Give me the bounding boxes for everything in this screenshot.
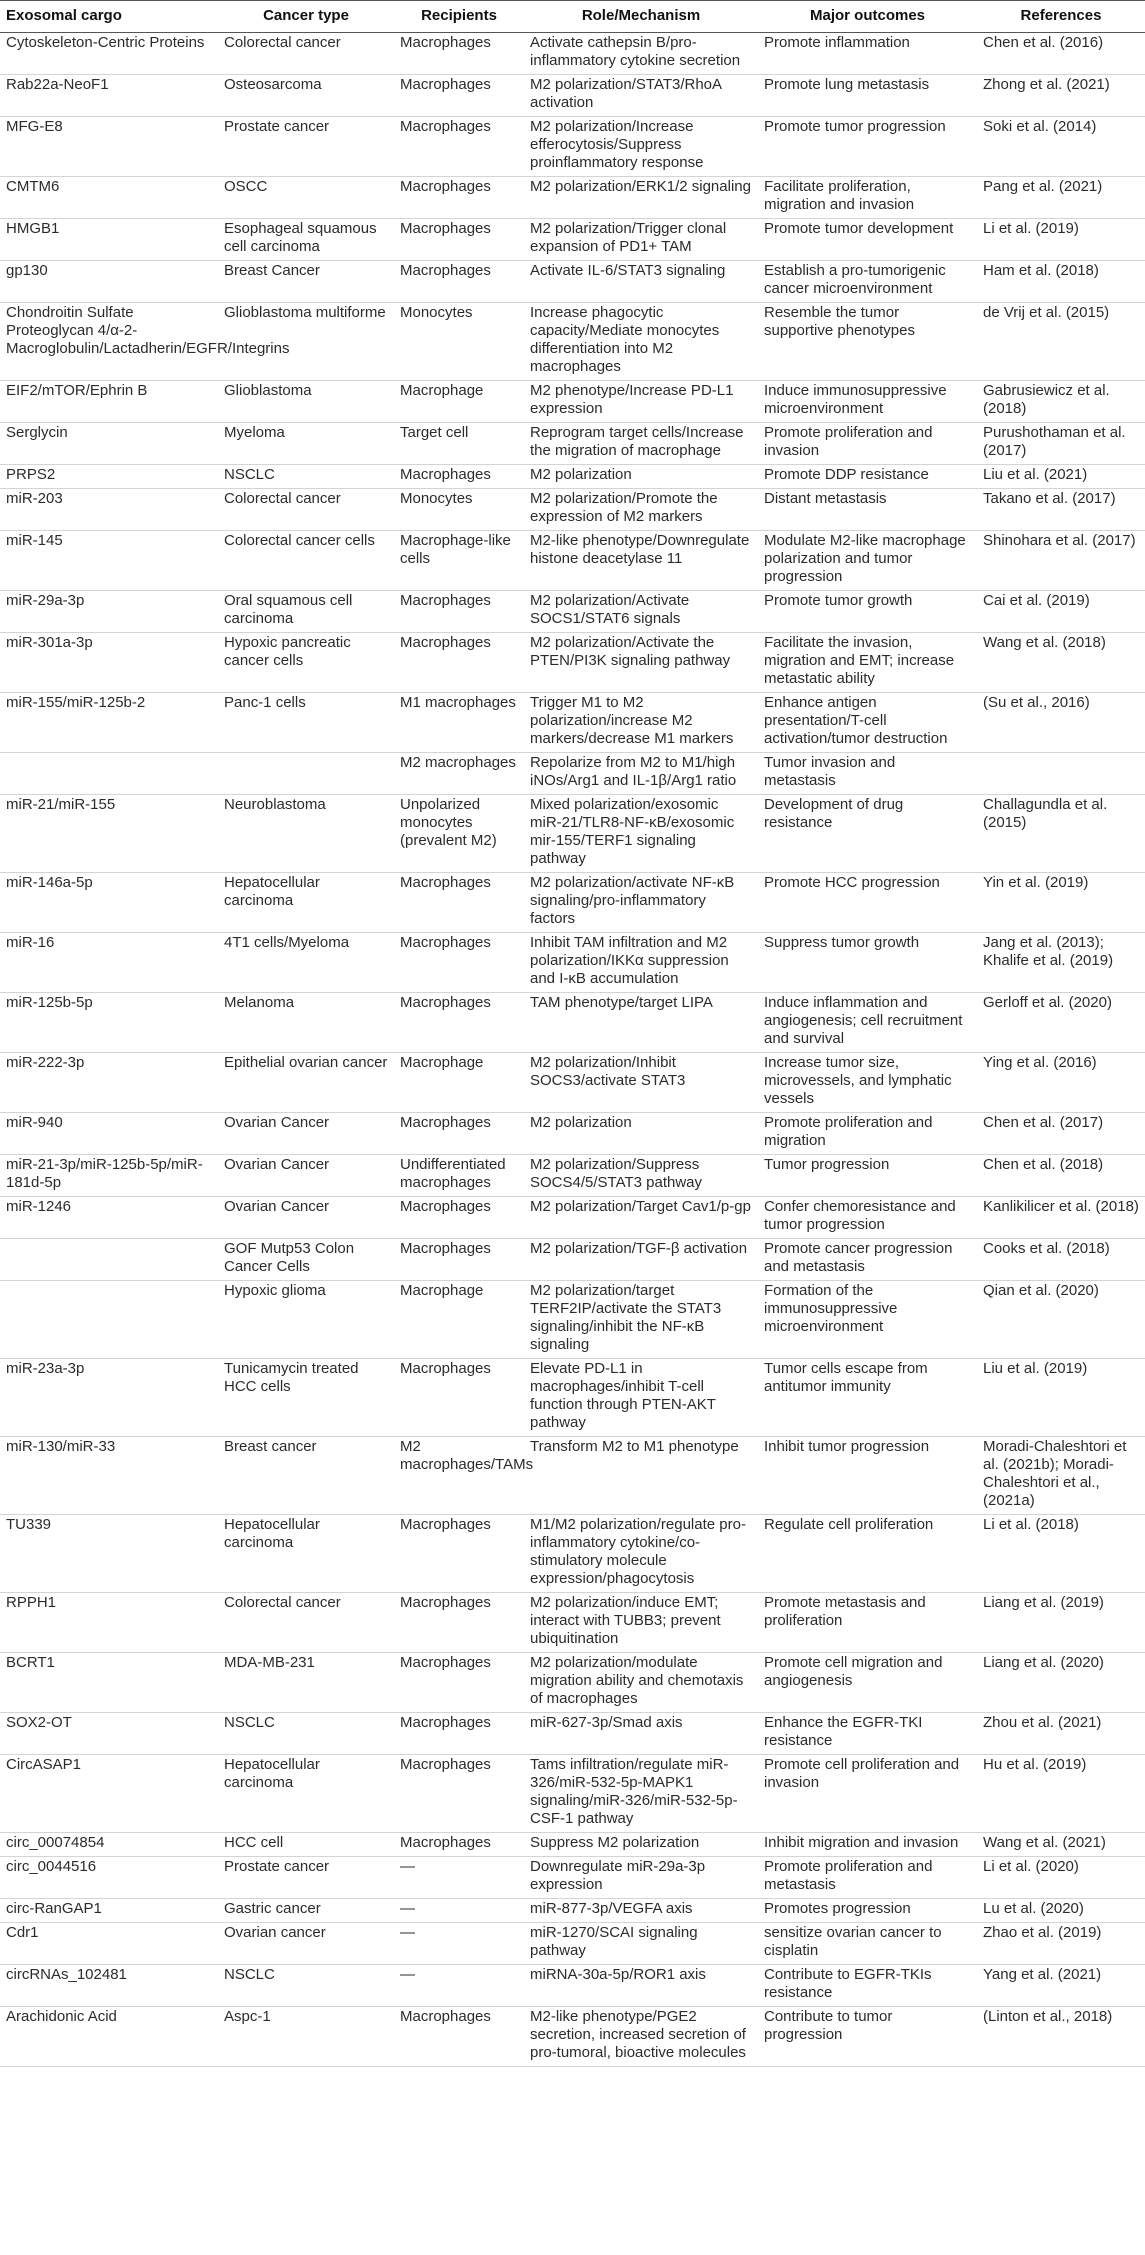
cancer-type-cell: Prostate cancer bbox=[218, 1857, 394, 1899]
cancer-type-cell: Colorectal cancer bbox=[218, 489, 394, 531]
cargo-cell: Cytoskeleton-Centric Proteins bbox=[0, 33, 218, 75]
table-row bbox=[0, 465, 1145, 489]
reference-cell: Jang et al. (2013); Khalife et al. (2019) bbox=[977, 933, 1145, 993]
recipients-cell: Target cell bbox=[394, 423, 524, 465]
recipients-cell: M1 macrophages bbox=[394, 693, 524, 753]
reference-cell: Chen et al. (2018) bbox=[977, 1155, 1145, 1197]
reference-cell: Liu et al. (2021) bbox=[977, 465, 1145, 489]
table-row bbox=[0, 75, 1145, 117]
mechanism-cell: M2 polarization/target TERF2IP/activate the STAT3 signaling/inhibit the NF-κB signaling bbox=[524, 1281, 758, 1359]
mechanism-cell: M2 polarization/ERK1/2 signaling bbox=[524, 177, 758, 219]
table-row bbox=[0, 1713, 1145, 1755]
table-row bbox=[0, 381, 1145, 423]
mechanism-cell: M2 polarization/activate NF-κB signaling/pro-inflammatory factors bbox=[524, 873, 758, 933]
recipients-cell: Macrophages bbox=[394, 177, 524, 219]
cargo-cell: PRPS2 bbox=[0, 465, 218, 489]
reference-cell: Chen et al. (2017) bbox=[977, 1113, 1145, 1155]
reference-cell: Yang et al. (2021) bbox=[977, 1965, 1145, 2007]
mechanism-cell: M2 polarization/Trigger clonal expansion of PD1+ TAM bbox=[524, 219, 758, 261]
cargo-cell: miR-29a-3p bbox=[0, 591, 218, 633]
outcome-cell: Facilitate the invasion, migration and EMT; increase metastatic ability bbox=[758, 633, 977, 693]
mechanism-cell: M2 polarization/Inhibit SOCS3/activate STAT3 bbox=[524, 1053, 758, 1113]
table-row bbox=[0, 489, 1145, 531]
cargo-cell: Serglycin bbox=[0, 423, 218, 465]
cancer-type-cell: Neuroblastoma bbox=[218, 795, 394, 873]
outcome-cell: Resemble the tumor supportive phenotypes bbox=[758, 303, 977, 381]
header-exosomal-cargo: Exosomal cargo bbox=[0, 1, 218, 33]
mechanism-cell: M1/M2 polarization/regulate pro-inflammatory cytokine/co-stimulatory molecule expression/phagocytosis bbox=[524, 1515, 758, 1593]
cancer-type-cell: Ovarian Cancer bbox=[218, 1155, 394, 1197]
reference-cell: Qian et al. (2020) bbox=[977, 1281, 1145, 1359]
cancer-type-cell: Ovarian Cancer bbox=[218, 1113, 394, 1155]
cargo-cell bbox=[0, 1239, 218, 1281]
cancer-type-cell: Glioblastoma multiforme bbox=[218, 303, 394, 381]
recipients-cell: — bbox=[394, 1857, 524, 1899]
table-row bbox=[0, 1965, 1145, 2007]
cancer-type-cell: Hepatocellular carcinoma bbox=[218, 873, 394, 933]
reference-cell: Li et al. (2020) bbox=[977, 1857, 1145, 1899]
table-row bbox=[0, 423, 1145, 465]
outcome-cell: Promote tumor growth bbox=[758, 591, 977, 633]
cancer-type-cell: Epithelial ovarian cancer bbox=[218, 1053, 394, 1113]
mechanism-cell: M2 polarization/Activate the PTEN/PI3K signaling pathway bbox=[524, 633, 758, 693]
recipients-cell: Macrophages bbox=[394, 219, 524, 261]
cancer-type-cell: NSCLC bbox=[218, 1713, 394, 1755]
cargo-cell: miR-145 bbox=[0, 531, 218, 591]
reference-cell: Shinohara et al. (2017) bbox=[977, 531, 1145, 591]
reference-cell: de Vrij et al. (2015) bbox=[977, 303, 1145, 381]
table-row bbox=[0, 303, 1145, 381]
recipients-cell: Macrophages bbox=[394, 591, 524, 633]
reference-cell: Cooks et al. (2018) bbox=[977, 1239, 1145, 1281]
table-row bbox=[0, 1155, 1145, 1197]
table-row bbox=[0, 1437, 1145, 1515]
mechanism-cell: Downregulate miR-29a-3p expression bbox=[524, 1857, 758, 1899]
mechanism-cell: Elevate PD-L1 in macrophages/inhibit T-cell function through PTEN-AKT pathway bbox=[524, 1359, 758, 1437]
cancer-type-cell: HCC cell bbox=[218, 1833, 394, 1857]
mechanism-cell: M2 phenotype/Increase PD-L1 expression bbox=[524, 381, 758, 423]
table-row bbox=[0, 261, 1145, 303]
table-row bbox=[0, 1113, 1145, 1155]
header-references: References bbox=[977, 1, 1145, 33]
cancer-type-cell: 4T1 cells/Myeloma bbox=[218, 933, 394, 993]
outcome-cell: Regulate cell proliferation bbox=[758, 1515, 977, 1593]
cancer-type-cell: Aspc-1 bbox=[218, 2007, 394, 2067]
cargo-cell: circ_00074854 bbox=[0, 1833, 218, 1857]
recipients-cell: Macrophages bbox=[394, 117, 524, 177]
cargo-cell: CircASAP1 bbox=[0, 1755, 218, 1833]
reference-cell: Zhong et al. (2021) bbox=[977, 75, 1145, 117]
outcome-cell: Promote proliferation and migration bbox=[758, 1113, 977, 1155]
cargo-cell: SOX2-OT bbox=[0, 1713, 218, 1755]
table-row bbox=[0, 1053, 1145, 1113]
cargo-cell: miR-222-3p bbox=[0, 1053, 218, 1113]
cancer-type-cell: Glioblastoma bbox=[218, 381, 394, 423]
outcome-cell: Contribute to EGFR-TKIs resistance bbox=[758, 1965, 977, 2007]
table-row bbox=[0, 1857, 1145, 1899]
cargo-cell: BCRT1 bbox=[0, 1653, 218, 1713]
cargo-cell: miR-16 bbox=[0, 933, 218, 993]
outcome-cell: Development of drug resistance bbox=[758, 795, 977, 873]
mechanism-cell: Inhibit TAM infiltration and M2 polarization/IKKα suppression and I-κB accumulation bbox=[524, 933, 758, 993]
cargo-cell: Chondroitin Sulfate Proteoglycan 4/α-2-Macroglobulin/Lactadherin/EGFR/Integrins bbox=[0, 303, 218, 381]
table-row bbox=[0, 1593, 1145, 1653]
mechanism-cell: Suppress M2 polarization bbox=[524, 1833, 758, 1857]
recipients-cell: Macrophage bbox=[394, 1053, 524, 1113]
reference-cell: Yin et al. (2019) bbox=[977, 873, 1145, 933]
cargo-cell: HMGB1 bbox=[0, 219, 218, 261]
cancer-type-cell: NSCLC bbox=[218, 465, 394, 489]
outcome-cell: Facilitate proliferation, migration and invasion bbox=[758, 177, 977, 219]
cancer-type-cell: MDA-MB-231 bbox=[218, 1653, 394, 1713]
recipients-cell: Monocytes bbox=[394, 489, 524, 531]
mechanism-cell: M2 polarization/TGF-β activation bbox=[524, 1239, 758, 1281]
outcome-cell: Tumor invasion and metastasis bbox=[758, 753, 977, 795]
cargo-cell: miR-155/miR-125b-2 bbox=[0, 693, 218, 753]
table-row bbox=[0, 1833, 1145, 1857]
cargo-cell: miR-23a-3p bbox=[0, 1359, 218, 1437]
table-row bbox=[0, 2007, 1145, 2067]
mechanism-cell: M2 polarization bbox=[524, 465, 758, 489]
reference-cell: Zhao et al. (2019) bbox=[977, 1923, 1145, 1965]
outcome-cell: Contribute to tumor progression bbox=[758, 2007, 977, 2067]
recipients-cell: Macrophages bbox=[394, 1515, 524, 1593]
outcome-cell: Tumor progression bbox=[758, 1155, 977, 1197]
table-row bbox=[0, 1197, 1145, 1239]
cancer-type-cell: Myeloma bbox=[218, 423, 394, 465]
outcome-cell: Promote metastasis and proliferation bbox=[758, 1593, 977, 1653]
recipients-cell: Undifferentiated macrophages bbox=[394, 1155, 524, 1197]
table-row bbox=[0, 531, 1145, 591]
outcome-cell: sensitize ovarian cancer to cisplatin bbox=[758, 1923, 977, 1965]
cargo-cell: miR-130/miR-33 bbox=[0, 1437, 218, 1515]
recipients-cell: — bbox=[394, 1899, 524, 1923]
cargo-cell: MFG-E8 bbox=[0, 117, 218, 177]
cancer-type-cell: Prostate cancer bbox=[218, 117, 394, 177]
outcome-cell: Tumor cells escape from antitumor immunity bbox=[758, 1359, 977, 1437]
mechanism-cell: Repolarize from M2 to M1/high iNOs/Arg1 and IL-1β/Arg1 ratio bbox=[524, 753, 758, 795]
reference-cell: Moradi-Chaleshtori et al. (2021b); Moradi-Chaleshtori et al., (2021a) bbox=[977, 1437, 1145, 1515]
outcome-cell: Inhibit tumor progression bbox=[758, 1437, 977, 1515]
reference-cell: Ying et al. (2016) bbox=[977, 1053, 1145, 1113]
recipients-cell: Macrophages bbox=[394, 1653, 524, 1713]
table-row bbox=[0, 117, 1145, 177]
recipients-cell: Macrophages bbox=[394, 993, 524, 1053]
reference-cell: (Su et al., 2016) bbox=[977, 693, 1145, 753]
outcome-cell: Inhibit migration and invasion bbox=[758, 1833, 977, 1857]
header-major-outcomes: Major outcomes bbox=[758, 1, 977, 33]
reference-cell: Zhou et al. (2021) bbox=[977, 1713, 1145, 1755]
cancer-type-cell: Gastric cancer bbox=[218, 1899, 394, 1923]
recipients-cell: Macrophage bbox=[394, 1281, 524, 1359]
reference-cell: Liang et al. (2020) bbox=[977, 1653, 1145, 1713]
header-recipients: Recipients bbox=[394, 1, 524, 33]
mechanism-cell: M2 polarization bbox=[524, 1113, 758, 1155]
table-body bbox=[0, 33, 1145, 2067]
recipients-cell: — bbox=[394, 1965, 524, 2007]
cancer-type-cell: Hypoxic pancreatic cancer cells bbox=[218, 633, 394, 693]
recipients-cell: Macrophages bbox=[394, 1239, 524, 1281]
reference-cell: Kanlikilicer et al. (2018) bbox=[977, 1197, 1145, 1239]
mechanism-cell: M2 polarization/induce EMT; interact with TUBB3; prevent ubiquitination bbox=[524, 1593, 758, 1653]
table-row bbox=[0, 693, 1145, 753]
cancer-type-cell: Breast Cancer bbox=[218, 261, 394, 303]
mechanism-cell: M2-like phenotype/Downregulate histone deacetylase 11 bbox=[524, 531, 758, 591]
recipients-cell: Macrophages bbox=[394, 33, 524, 75]
reference-cell: Hu et al. (2019) bbox=[977, 1755, 1145, 1833]
cancer-type-cell: Breast cancer bbox=[218, 1437, 394, 1515]
reference-cell: Takano et al. (2017) bbox=[977, 489, 1145, 531]
mechanism-cell: M2 polarization/Promote the expression of M2 markers bbox=[524, 489, 758, 531]
mechanism-cell: M2 polarization/Suppress SOCS4/5/STAT3 pathway bbox=[524, 1155, 758, 1197]
cargo-cell: miR-125b-5p bbox=[0, 993, 218, 1053]
mechanism-cell: TAM phenotype/target LIPA bbox=[524, 993, 758, 1053]
table-row bbox=[0, 1653, 1145, 1713]
recipients-cell: Macrophages bbox=[394, 1833, 524, 1857]
recipients-cell: M2 macrophages bbox=[394, 753, 524, 795]
outcome-cell: Promote proliferation and metastasis bbox=[758, 1857, 977, 1899]
table-row bbox=[0, 1515, 1145, 1593]
reference-cell: Wang et al. (2018) bbox=[977, 633, 1145, 693]
cancer-type-cell: Panc-1 cells bbox=[218, 693, 394, 753]
cargo-cell: CMTM6 bbox=[0, 177, 218, 219]
recipients-cell: — bbox=[394, 1923, 524, 1965]
cancer-type-cell: Colorectal cancer bbox=[218, 1593, 394, 1653]
table-row bbox=[0, 873, 1145, 933]
cargo-cell bbox=[0, 753, 218, 795]
recipients-cell: Macrophages bbox=[394, 261, 524, 303]
outcome-cell: Promote tumor development bbox=[758, 219, 977, 261]
cancer-type-cell: Hepatocellular carcinoma bbox=[218, 1755, 394, 1833]
cargo-cell: circRNAs_102481 bbox=[0, 1965, 218, 2007]
reference-cell: Gerloff et al. (2020) bbox=[977, 993, 1145, 1053]
outcome-cell: Promote HCC progression bbox=[758, 873, 977, 933]
reference-cell bbox=[977, 753, 1145, 795]
reference-cell: Chen et al. (2016) bbox=[977, 33, 1145, 75]
recipients-cell: Macrophages bbox=[394, 1113, 524, 1155]
cargo-cell: miR-301a-3p bbox=[0, 633, 218, 693]
mechanism-cell: Activate IL-6/STAT3 signaling bbox=[524, 261, 758, 303]
recipients-cell: Macrophages bbox=[394, 2007, 524, 2067]
recipients-cell: Macrophages bbox=[394, 1713, 524, 1755]
cancer-type-cell: GOF Mutp53 Colon Cancer Cells bbox=[218, 1239, 394, 1281]
cargo-cell: miR-21/miR-155 bbox=[0, 795, 218, 873]
outcome-cell: Induce immunosuppressive microenvironment bbox=[758, 381, 977, 423]
cancer-type-cell: Ovarian Cancer bbox=[218, 1197, 394, 1239]
cancer-type-cell bbox=[218, 753, 394, 795]
outcome-cell: Promote cancer progression and metastasis bbox=[758, 1239, 977, 1281]
outcome-cell: Formation of the immunosuppressive microenvironment bbox=[758, 1281, 977, 1359]
header-cancer-type: Cancer type bbox=[218, 1, 394, 33]
outcome-cell: Suppress tumor growth bbox=[758, 933, 977, 993]
cargo-cell: miR-940 bbox=[0, 1113, 218, 1155]
cancer-type-cell: Osteosarcoma bbox=[218, 75, 394, 117]
reference-cell: Lu et al. (2020) bbox=[977, 1899, 1145, 1923]
cargo-cell: circ_0044516 bbox=[0, 1857, 218, 1899]
cancer-type-cell: NSCLC bbox=[218, 1965, 394, 2007]
recipients-cell: Monocytes bbox=[394, 303, 524, 381]
outcome-cell: Promote lung metastasis bbox=[758, 75, 977, 117]
reference-cell: Soki et al. (2014) bbox=[977, 117, 1145, 177]
mechanism-cell: Reprogram target cells/Increase the migration of macrophage bbox=[524, 423, 758, 465]
cargo-cell bbox=[0, 1281, 218, 1359]
cancer-type-cell: Colorectal cancer bbox=[218, 33, 394, 75]
cargo-cell: miR-203 bbox=[0, 489, 218, 531]
cargo-cell: miR-146a-5p bbox=[0, 873, 218, 933]
recipients-cell: Macrophages bbox=[394, 1755, 524, 1833]
recipients-cell: Macrophages bbox=[394, 1197, 524, 1239]
cargo-cell: Rab22a-NeoF1 bbox=[0, 75, 218, 117]
reference-cell: Purushothaman et al. (2017) bbox=[977, 423, 1145, 465]
recipients-cell: Macrophages bbox=[394, 933, 524, 993]
cargo-cell: Arachidonic Acid bbox=[0, 2007, 218, 2067]
mechanism-cell: M2 polarization/STAT3/RhoA activation bbox=[524, 75, 758, 117]
table-row bbox=[0, 993, 1145, 1053]
table-row bbox=[0, 633, 1145, 693]
table-row bbox=[0, 1281, 1145, 1359]
recipients-cell: Macrophage-like cells bbox=[394, 531, 524, 591]
table-row bbox=[0, 1359, 1145, 1437]
mechanism-cell: M2 polarization/Target Cav1/p-gp bbox=[524, 1197, 758, 1239]
table-row bbox=[0, 33, 1145, 75]
table-row bbox=[0, 753, 1145, 795]
mechanism-cell: Increase phagocytic capacity/Mediate monocytes differentiation into M2 macrophages bbox=[524, 303, 758, 381]
reference-cell: Cai et al. (2019) bbox=[977, 591, 1145, 633]
recipients-cell: Macrophages bbox=[394, 75, 524, 117]
cancer-type-cell: Colorectal cancer cells bbox=[218, 531, 394, 591]
table-row bbox=[0, 1923, 1145, 1965]
mechanism-cell: miR-627-3p/Smad axis bbox=[524, 1713, 758, 1755]
mechanism-cell: Mixed polarization/exosomic miR-21/TLR8-NF-κB/exosomic mir-155/TERF1 signaling pathway bbox=[524, 795, 758, 873]
outcome-cell: Enhance antigen presentation/T-cell activation/tumor destruction bbox=[758, 693, 977, 753]
table-header-row bbox=[0, 1, 1145, 33]
cargo-cell: miR-1246 bbox=[0, 1197, 218, 1239]
table-row bbox=[0, 933, 1145, 993]
cancer-type-cell: Esophageal squamous cell carcinoma bbox=[218, 219, 394, 261]
mechanism-cell: miR-1270/SCAI signaling pathway bbox=[524, 1923, 758, 1965]
table-row bbox=[0, 219, 1145, 261]
table-row bbox=[0, 1899, 1145, 1923]
table-row bbox=[0, 1755, 1145, 1833]
mechanism-cell: Activate cathepsin B/pro-inflammatory cytokine secretion bbox=[524, 33, 758, 75]
outcome-cell: Promote cell migration and angiogenesis bbox=[758, 1653, 977, 1713]
mechanism-cell: Transform M2 to M1 phenotype bbox=[524, 1437, 758, 1515]
reference-cell: Wang et al. (2021) bbox=[977, 1833, 1145, 1857]
outcome-cell: Distant metastasis bbox=[758, 489, 977, 531]
outcome-cell: Promote cell proliferation and invasion bbox=[758, 1755, 977, 1833]
cancer-type-cell: Hypoxic glioma bbox=[218, 1281, 394, 1359]
recipients-cell: Unpolarized monocytes (prevalent M2) bbox=[394, 795, 524, 873]
cancer-type-cell: Ovarian cancer bbox=[218, 1923, 394, 1965]
reference-cell: Li et al. (2019) bbox=[977, 219, 1145, 261]
recipients-cell: M2 macrophages/TAMs bbox=[394, 1437, 524, 1515]
outcome-cell: Promote tumor progression bbox=[758, 117, 977, 177]
recipients-cell: Macrophages bbox=[394, 1593, 524, 1653]
outcome-cell: Promote inflammation bbox=[758, 33, 977, 75]
mechanism-cell: M2-like phenotype/PGE2 secretion, increased secretion of pro-tumoral, bioactive molecules bbox=[524, 2007, 758, 2067]
reference-cell: Ham et al. (2018) bbox=[977, 261, 1145, 303]
mechanism-cell: M2 polarization/modulate migration ability and chemotaxis of macrophages bbox=[524, 1653, 758, 1713]
outcome-cell: Induce inflammation and angiogenesis; cell recruitment and survival bbox=[758, 993, 977, 1053]
mechanism-cell: Tams infiltration/regulate miR-326/miR-532-5p-MAPK1 signaling/miR-326/miR-532-5p-CSF-1 pathway bbox=[524, 1755, 758, 1833]
mechanism-cell: M2 polarization/Activate SOCS1/STAT6 signals bbox=[524, 591, 758, 633]
cargo-cell: Cdr1 bbox=[0, 1923, 218, 1965]
recipients-cell: Macrophages bbox=[394, 1359, 524, 1437]
recipients-cell: Macrophages bbox=[394, 873, 524, 933]
reference-cell: Liang et al. (2019) bbox=[977, 1593, 1145, 1653]
reference-cell: Pang et al. (2021) bbox=[977, 177, 1145, 219]
cancer-type-cell: Melanoma bbox=[218, 993, 394, 1053]
cancer-type-cell: Oral squamous cell carcinoma bbox=[218, 591, 394, 633]
outcome-cell: Promote proliferation and invasion bbox=[758, 423, 977, 465]
recipients-cell: Macrophages bbox=[394, 633, 524, 693]
outcome-cell: Increase tumor size, microvessels, and lymphatic vessels bbox=[758, 1053, 977, 1113]
reference-cell: Liu et al. (2019) bbox=[977, 1359, 1145, 1437]
outcome-cell: Promote DDP resistance bbox=[758, 465, 977, 489]
recipients-cell: Macrophage bbox=[394, 381, 524, 423]
cargo-cell: EIF2/mTOR/Ephrin B bbox=[0, 381, 218, 423]
recipients-cell: Macrophages bbox=[394, 465, 524, 489]
cancer-type-cell: Hepatocellular carcinoma bbox=[218, 1515, 394, 1593]
table-row bbox=[0, 1239, 1145, 1281]
table-row bbox=[0, 591, 1145, 633]
reference-cell: Li et al. (2018) bbox=[977, 1515, 1145, 1593]
cargo-cell: TU339 bbox=[0, 1515, 218, 1593]
cargo-cell: RPPH1 bbox=[0, 1593, 218, 1653]
header-role-mechanism: Role/Mechanism bbox=[524, 1, 758, 33]
cargo-cell: circ-RanGAP1 bbox=[0, 1899, 218, 1923]
outcome-cell: Enhance the EGFR-TKI resistance bbox=[758, 1713, 977, 1755]
table-row bbox=[0, 177, 1145, 219]
mechanism-cell: Trigger M1 to M2 polarization/increase M2 markers/decrease M1 markers bbox=[524, 693, 758, 753]
outcome-cell: Establish a pro-tumorigenic cancer microenvironment bbox=[758, 261, 977, 303]
cargo-cell: gp130 bbox=[0, 261, 218, 303]
reference-cell: Gabrusiewicz et al. (2018) bbox=[977, 381, 1145, 423]
cargo-cell: miR-21-3p/miR-125b-5p/miR-181d-5p bbox=[0, 1155, 218, 1197]
mechanism-cell: miRNA-30a-5p/ROR1 axis bbox=[524, 1965, 758, 2007]
cancer-type-cell: Tunicamycin treated HCC cells bbox=[218, 1359, 394, 1437]
reference-cell: Challagundla et al. (2015) bbox=[977, 795, 1145, 873]
outcome-cell: Promotes progression bbox=[758, 1899, 977, 1923]
cancer-type-cell: OSCC bbox=[218, 177, 394, 219]
mechanism-cell: miR-877-3p/VEGFA axis bbox=[524, 1899, 758, 1923]
outcome-cell: Modulate M2-like macrophage polarization and tumor progression bbox=[758, 531, 977, 591]
reference-cell: (Linton et al., 2018) bbox=[977, 2007, 1145, 2067]
mechanism-cell: M2 polarization/Increase efferocytosis/Suppress proinflammatory response bbox=[524, 117, 758, 177]
table-row bbox=[0, 795, 1145, 873]
outcome-cell: Confer chemoresistance and tumor progression bbox=[758, 1197, 977, 1239]
